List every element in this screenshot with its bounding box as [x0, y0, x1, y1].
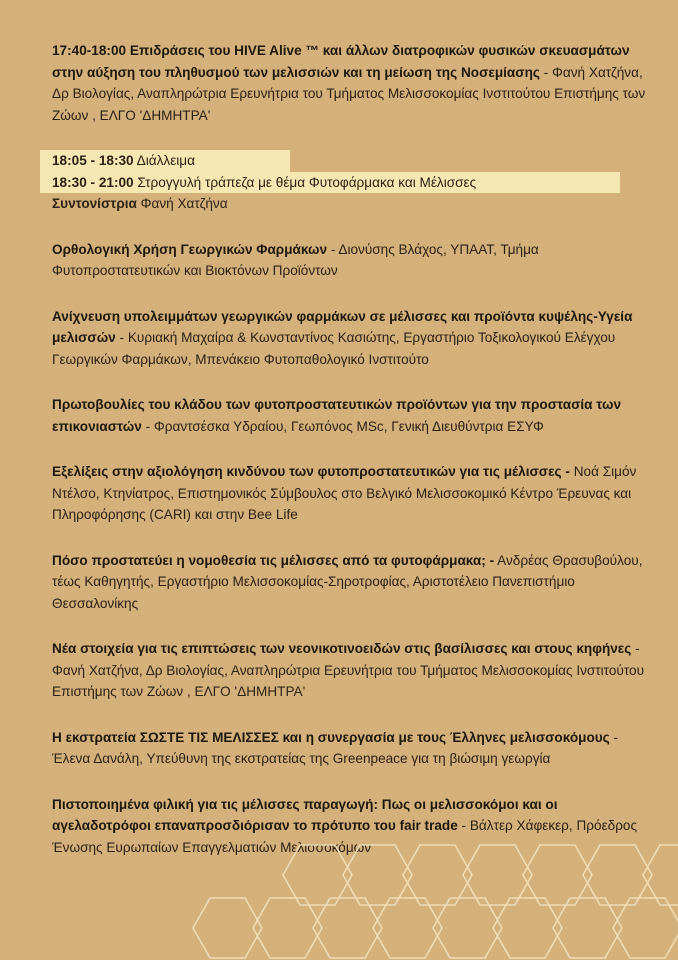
hexagon-shape: [553, 898, 622, 958]
hexagon-shape: [373, 898, 442, 958]
roundtable-label: Στρογγυλή τράπεζα με θέμα Φυτοφάρμακα και Μέλισσες: [137, 174, 477, 190]
roundtable-row: [40, 172, 620, 194]
hexagon-shape: [283, 845, 352, 905]
hexagon-shape: [463, 845, 532, 905]
program-page: [52, 40, 652, 882]
talk-item: [52, 727, 652, 770]
break-time: 18:05 - 18:30: [52, 153, 134, 168]
talk-speaker: Ανδρέας Θρασυβούλου, τέως Καθηγητής, Εργαστήριο Μελισσοκομίας-Σηροτροφίας, Αριστοτέλειο Πανεπιστήμιο Θεσσαλονίκης: [52, 552, 643, 611]
talk-speaker: - Κυριακή Μαχαίρα & Κωνσταντίνος Κασιώτης, Εργαστήριο Τοξικολογικού Ελέγχου Γεωργικών Φαρμάκων, Μπενάκειο Φυτοπαθολογικό Ινστιτούτο: [52, 330, 616, 367]
talk-title: Πόσο προστατεύει η νομοθεσία τις μέλισσες από τα φυτοφάρμακα; -: [52, 552, 495, 568]
talk-item: [52, 239, 652, 282]
break-row: [40, 150, 290, 172]
hexagon-shape: [583, 845, 652, 905]
session-speaker: - Φανή Χατζήνα, Δρ Βιολογίας, Αναπληρώτρια Ερευνήτρια του Τμήματος Μελισσοκομίας Ινστιτούτου Επιστήμης των Ζώων , ΕΛΓΟ 'ΔΗΜΗΤΡΑ': [52, 64, 646, 123]
talk-speaker: - Φραντσέσκα Υδραίου, Γεωπόνος MSc, Γενική Διευθύντρια ΕΣΥΦ: [141, 418, 544, 434]
talk-item: [52, 550, 652, 615]
hexagon-shape: [403, 845, 472, 905]
talk-title: Πιστοποιημένα φιλική για τις μέλισσες παραγωγή: Πως οι μελισσοκόμοι και οι αγελαδοτρόφοι επαναπροσδιόρισαν το πρότυπο του fair trade: [52, 796, 558, 833]
break-label: Διάλλειμα: [136, 153, 195, 168]
talk-item: [52, 461, 652, 526]
break-and-roundtable: [52, 150, 652, 215]
talk-speaker: - Φανή Χατζήνα, Δρ Βιολογίας, Αναπληρώτρια Ερευνήτρια του Τμήματος Μελισσοκομίας Ινστιτούτου Επιστήμης των Ζώων , ΕΛΓΟ 'ΔΗΜΗΤΡΑ': [52, 641, 645, 699]
coordinator-label: Συντονίστρια: [52, 196, 137, 211]
talk-title: Εξελίξεις στην αξιολόγηση κινδύνου των φυτοπροστατευτικών για τις μέλισσες -: [52, 464, 570, 479]
hexagon-shape: [313, 898, 382, 958]
hexagon-shape: [493, 898, 562, 958]
hexagon-shape: [523, 845, 592, 905]
session-time: 17:40-18:00: [52, 43, 127, 58]
hexagon-shape: [193, 898, 262, 958]
talk-title: Η εκστρατεία ΣΩΣΤΕ ΤΙΣ ΜΕΛΙΣΣΕΣ και η συνεργασία με τους Έλληνες μελισσοκόμους: [52, 729, 610, 745]
session-hive-alive: [52, 40, 652, 126]
talk-speaker: - Διονύσης Βλάχος, ΥΠΑΑΤ, Τμήμα Φυτοπροστατευτικών και Βιοκτόνων Προϊόντων: [52, 241, 539, 278]
session-title: Επιδράσεις του HIVE Alive ™ και άλλων διατροφικών φυσικών σκευασμάτων στην αύξηση του πληθυσμού των μελισσιών και τη μείωση της Νοσεμίασης: [52, 43, 630, 80]
coordinator-name: Φανή Χατζήνα: [136, 196, 228, 211]
talk-item: [52, 638, 652, 703]
talk-title: Πρωτοβουλίες του κλάδου των φυτοπροστατευτικών προϊόντων για την προστασία των επικονιαστών: [52, 397, 622, 434]
talk-item: [52, 306, 652, 371]
hexagon-shape: [643, 845, 678, 905]
talk-speaker: - Βάλτερ Χάφεκερ, Πρόεδρος Ένωσης Ευρωπαίων Επαγγελματιών Μελισσοκόμων: [52, 818, 638, 855]
talk-item: [52, 394, 652, 437]
talk-title: Νέα στοιχεία για τις επιπτώσεις των νεονικοτινοειδών στις βασίλισσες και στους κηφήνες: [52, 641, 632, 656]
hexagon-shape: [433, 898, 502, 958]
hexagon-shape: [343, 845, 412, 905]
talk-speaker: Νοά Σιμόν Ντέλσο, Κτηνίατρος, Επιστημονικός Σύμβουλος στο Βελγικό Μελισσοκομικό Κέντρο Έρευνας και Πληροφόρησης (CARI) και στην Bee Life: [52, 464, 637, 522]
hexagon-shape: [253, 898, 322, 958]
talk-title: Ορθολογική Χρήση Γεωργικών Φαρμάκων: [52, 241, 328, 257]
roundtable-time: 18:30 - 21:00: [52, 174, 134, 190]
talk-speaker: - Έλενα Δανάλη, Υπεύθυνη της εκστρατείας της Greenpeace για τη βιώσιμη γεωργία: [52, 729, 619, 766]
honeycomb-decoration: [0, 840, 678, 960]
coordinator-row: [52, 193, 652, 215]
talk-title: Ανίχνευση υπολειμμάτων γεωργικών φαρμάκων σε μέλισσες και προϊόντα κυψέλης-Υγεία μελισσών: [52, 308, 633, 345]
